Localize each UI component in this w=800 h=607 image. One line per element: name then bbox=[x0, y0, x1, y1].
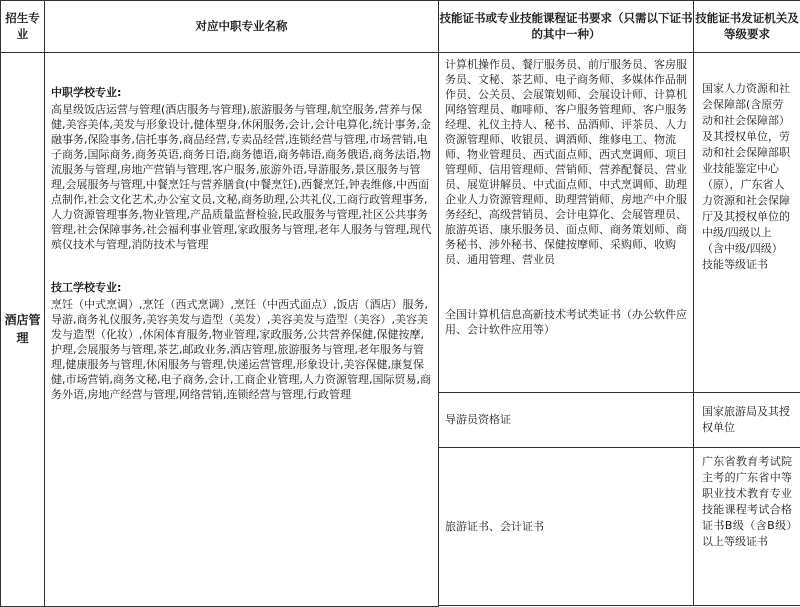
issuer-tourism: 国家旅游局及其授权单位 bbox=[702, 404, 790, 434]
issuer-hr: 国家人力资源和社会保障部(含原劳动和社会保障部）及其授权单位，劳动和社会保障部职业技能鉴定中心（原），广东省人力资源和社会保障厅及其授权单位的中级/四级以上（含中级/四级）技能等级证书 bbox=[702, 81, 790, 271]
header-row bbox=[1, 1, 800, 53]
computer-cert: 全国计算机信息高新技术考试类证书（办公软件应用、会计软件应用等） bbox=[445, 307, 687, 336]
technical-school-programs: 烹饪（中式烹调）,烹饪（西式烹调）,烹饪（中西式面点）,饭店（酒店）服务,导游,商务礼仪服务,美容美发与造型（美发）,美容美发与造型（美容）,美容美发与造型（化妆）,休闲体育服务,物业管理,家政服务,公共营养保健,保健按摩,护理,会展服务与管理,茶艺,邮政业务,酒店管理,旅游服务与管理,老年服务与管理,健康服务与管理,休闲服务与管理,快递运营管理,形象设计,美容保健,康复保健,市场营销,商务文秘,电子商务,会计,工商企业管理,人力资源管理,国际贸易,商务外语,房地产经营与管理,网络营销,连锁经营与管理,行政管理 bbox=[51, 297, 431, 401]
tourism-accounting-cert: 旅游证书、会计证书 bbox=[445, 520, 544, 534]
major-cell bbox=[1, 52, 45, 606]
issuer-cell-hr bbox=[694, 52, 800, 392]
header-issuer: 技能证书发证机关及等级要求 bbox=[694, 1, 800, 53]
header-major: 招生专业 bbox=[1, 1, 45, 53]
cert-cell-vocational bbox=[439, 52, 694, 392]
secondary-school-title: 中职学校专业: bbox=[51, 85, 122, 99]
major-name: 酒店管理 bbox=[4, 313, 41, 346]
header-name: 对应中职专业名称 bbox=[45, 1, 439, 53]
secondary-school-programs: 高星级饭店运营与管理(酒店服务与管理),旅游服务与管理,航空服务,营养与保健,美容美体,美发与形象设计,健体塑身,休闲服务,会计,会计电算化,统计事务,金融事务,保险事务,信托事务,商品经营,专卖品经营,连锁经营与管理,市场营销,电子商务,国际商务,商务英语,商务日语,商务德语,商务韩语,商务俄语,商务法语,物流服务与管理,房地产营销与管理,客户服务,旅游外语,导游服务,景区服务与管理,会展服务与管理,中餐烹饪与营养膳食(中餐烹饪),西餐烹饪,钟表维修,中西面点制作,社会文化艺术,办公室文员,文秘,商务助理,公共礼仪,工商行政管理事务,人力资源管理事务,物业管理,产品质量监督检验,民政服务与管理,社区公共事务管理,社会保障事务,社会福利事业管理,家政服务与管理,老年人服务与管理,现代殡仪技术与管理,消防技术与管理 bbox=[51, 102, 432, 251]
issuer-cell-tourism bbox=[694, 393, 800, 448]
cert-cell-guide bbox=[439, 393, 694, 448]
vocational-cert-list: 计算机操作员、餐厅服务员、前厅服务员、客房服务员、文秘、茶艺师、电子商务师、多媒体作品制作员、公关员、会展策划师、会展设计师、计算机网络管理员、咖啡师、客户服务管理师、客户服务经理、礼仪主持人、秘书、品酒师、评茶员、人力资源管理师、收银员、调酒师、维修电工、物流师、物业管理员、西式面点师、西式烹调师、项目管理师、信用管理师、营销师、营养配餐员、营业员、展览讲解员、中式面点师、中式烹调师、助理企业人力资源管理师、助理营销师、房地产中介服务经纪、高级营销员、会计电算化、会展管理员、旅游英语、康乐服务员、面点师、商务策划师、商务秘书、涉外秘书、保健按摩师、采购师、收购员、通用管理、营业员 bbox=[445, 57, 687, 266]
technical-school-title: 技工学校专业: bbox=[51, 280, 122, 294]
program-names-cell bbox=[45, 52, 439, 606]
issuer-cell-exam bbox=[694, 447, 800, 606]
cert-cell-tourism-accounting bbox=[439, 447, 694, 606]
guide-cert: 导游员资格证 bbox=[445, 413, 511, 427]
header-cert: 技能证书或专业技能课程证书要求（只需以下证书的其中一种） bbox=[439, 1, 694, 53]
table-row bbox=[1, 52, 800, 392]
issuer-exam: 广东省教育考试院主考的广东省中等职业技术教育专业技能课程考试合格证书B级（含B级）以上等级证书 bbox=[702, 454, 792, 548]
